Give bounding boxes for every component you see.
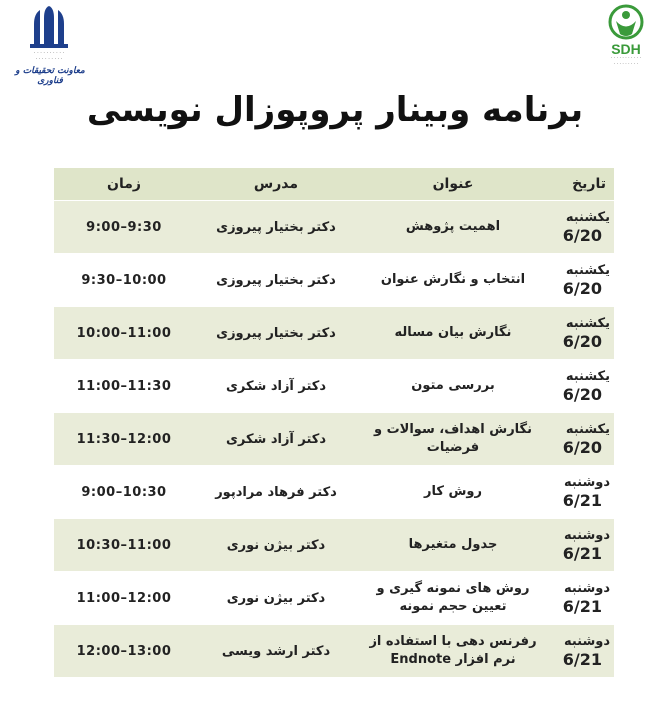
topic-cell: بررسی متون [358, 360, 548, 413]
teacher-cell: دکتر فرهاد مرادپور [194, 466, 358, 519]
date-cell [548, 201, 614, 254]
date-cell [548, 360, 614, 413]
topic-cell: جدول متغیرها [358, 519, 548, 572]
table-row [54, 201, 614, 254]
table-row [54, 572, 614, 625]
table-row [54, 519, 614, 572]
header-topic: عنوان [358, 168, 548, 201]
day-name: دوشنبه [563, 475, 610, 490]
topic-cell: روش کار [358, 466, 548, 519]
day-name: یکشنبه [565, 316, 610, 331]
header-date: تاریخ [548, 168, 614, 201]
date-cell [548, 413, 614, 466]
sdh-logo [596, 4, 656, 84]
date-value: 6/20 [562, 332, 602, 351]
university-caption: معاونت تحقیقات و فناوری [15, 66, 85, 86]
table-row [54, 360, 614, 413]
table-row [54, 466, 614, 519]
topic-cell: نگارش اهداف، سوالات و فرضیات [358, 413, 548, 466]
date-value: 6/21 [562, 597, 602, 616]
date-cell [548, 625, 614, 678]
date-cell [548, 572, 614, 625]
date-value: 6/21 [562, 544, 602, 563]
time-cell: 10:30–11:00 [54, 519, 194, 572]
date-value: 6/21 [562, 491, 602, 510]
teacher-cell: دکتر آزاد شکری [194, 413, 358, 466]
day-name: یکشنبه [565, 369, 610, 384]
date-value: 6/21 [562, 650, 602, 669]
time-cell: 11:00–12:00 [54, 572, 194, 625]
topic-cell: روش های نمونه گیری و تعیین حجم نمونه [358, 572, 548, 625]
table-row [54, 307, 614, 360]
teacher-cell: دکتر آزاد شکری [194, 360, 358, 413]
table-header-row [54, 168, 614, 201]
sdh-caption-small: · · · · · · · · · · · · · · · · · · · · [610, 56, 642, 67]
teacher-cell: دکتر بختیار پیروزی [194, 307, 358, 360]
teacher-cell: دکتر بیژن نوری [194, 519, 358, 572]
university-pillars-icon [30, 6, 68, 48]
time-cell: 9:30–10:00 [54, 254, 194, 307]
teacher-cell: دکتر بختیار پیروزی [194, 201, 358, 254]
university-name-small: · · · · · · · · · · · · · · · · · · · [33, 50, 65, 62]
date-value: 6/20 [562, 279, 602, 298]
topic-cell: اهمیت پژوهش [358, 201, 548, 254]
date-cell [548, 519, 614, 572]
table-row [54, 254, 614, 307]
teacher-cell: دکتر بختیار پیروزی [194, 254, 358, 307]
header-time: زمان [54, 168, 194, 201]
date-value: 6/20 [562, 226, 602, 245]
teacher-cell: دکتر ارشد ویسی [194, 625, 358, 678]
sdh-icon [596, 4, 656, 56]
university-logo [14, 6, 84, 86]
sdh-logo-text: SDH [611, 41, 641, 56]
date-cell [548, 466, 614, 519]
time-cell: 9:00–9:30 [54, 201, 194, 254]
time-cell: 12:00–13:00 [54, 625, 194, 678]
table-row [54, 413, 614, 466]
day-name: دوشنبه [563, 634, 610, 649]
page-title: برنامه وبینار پروپوزال نویسی [86, 90, 584, 130]
time-cell: 11:30–12:00 [54, 413, 194, 466]
topic-cell: نگارش بیان مساله [358, 307, 548, 360]
time-cell: 11:00–11:30 [54, 360, 194, 413]
topic-cell: رفرنس دهی با استفاده از نرم افزار Endnote [358, 625, 548, 678]
time-cell: 9:00–10:30 [54, 466, 194, 519]
day-name: یکشنبه [565, 422, 610, 437]
date-cell [548, 307, 614, 360]
topic-cell: انتخاب و نگارش عنوان [358, 254, 548, 307]
day-name: یکشنبه [565, 210, 610, 225]
program-table [54, 168, 614, 677]
teacher-cell: دکتر بیژن نوری [194, 572, 358, 625]
date-cell [548, 254, 614, 307]
header-teacher: مدرس [194, 168, 358, 201]
day-name: دوشنبه [563, 581, 610, 596]
date-value: 6/20 [562, 438, 602, 457]
date-value: 6/20 [562, 385, 602, 404]
day-name: دوشنبه [563, 528, 610, 543]
day-name: یکشنبه [565, 263, 610, 278]
table-row [54, 625, 614, 678]
time-cell: 10:00–11:00 [54, 307, 194, 360]
